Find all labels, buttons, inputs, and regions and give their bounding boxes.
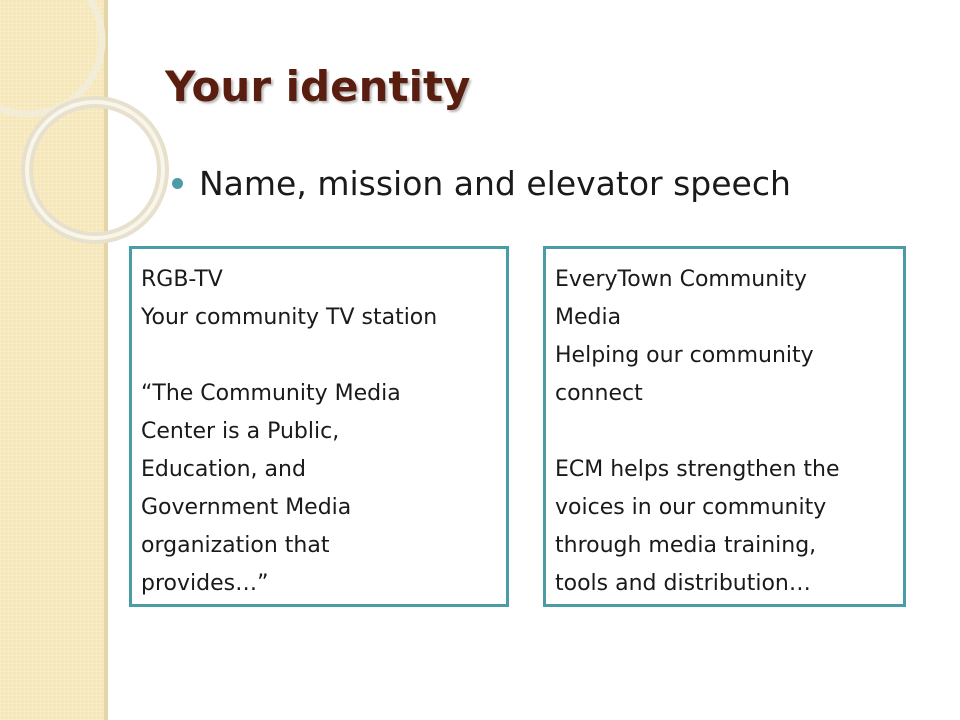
box-line: Media <box>555 305 622 330</box>
slide-title: Your identity <box>165 62 471 111</box>
bullet-item <box>172 164 791 203</box>
box-line: tools and distribution… <box>555 571 811 596</box>
box-line: Helping our community <box>555 343 814 368</box>
box-line: EveryTown Community <box>555 267 807 292</box>
box-line: provides…” <box>141 571 269 596</box>
example-box-rgb-tv <box>129 246 509 607</box>
box-line: Center is a Public, <box>141 419 340 444</box>
box-line: Government Media <box>141 495 352 520</box>
decorative-side-band <box>0 0 106 720</box>
box-line: connect <box>555 381 643 406</box>
box-line: Your community TV station <box>141 305 438 330</box>
example-box-everytown <box>543 246 906 607</box>
box-line: RGB-TV <box>141 267 223 292</box>
box-line: ECM helps strengthen the <box>555 457 840 482</box>
box-line <box>555 413 895 451</box>
bullet-dot-icon <box>172 178 183 189</box>
box-line: through media training, <box>555 533 817 558</box>
box-line: voices in our community <box>555 495 827 520</box>
box-line: Education, and <box>141 457 306 482</box>
side-band-edge <box>104 0 108 720</box>
box-line: organization that <box>141 533 330 558</box>
bullet-text: Name, mission and elevator speech <box>199 164 791 203</box>
box-line: “The Community Media <box>141 381 401 406</box>
box-line <box>141 337 498 375</box>
